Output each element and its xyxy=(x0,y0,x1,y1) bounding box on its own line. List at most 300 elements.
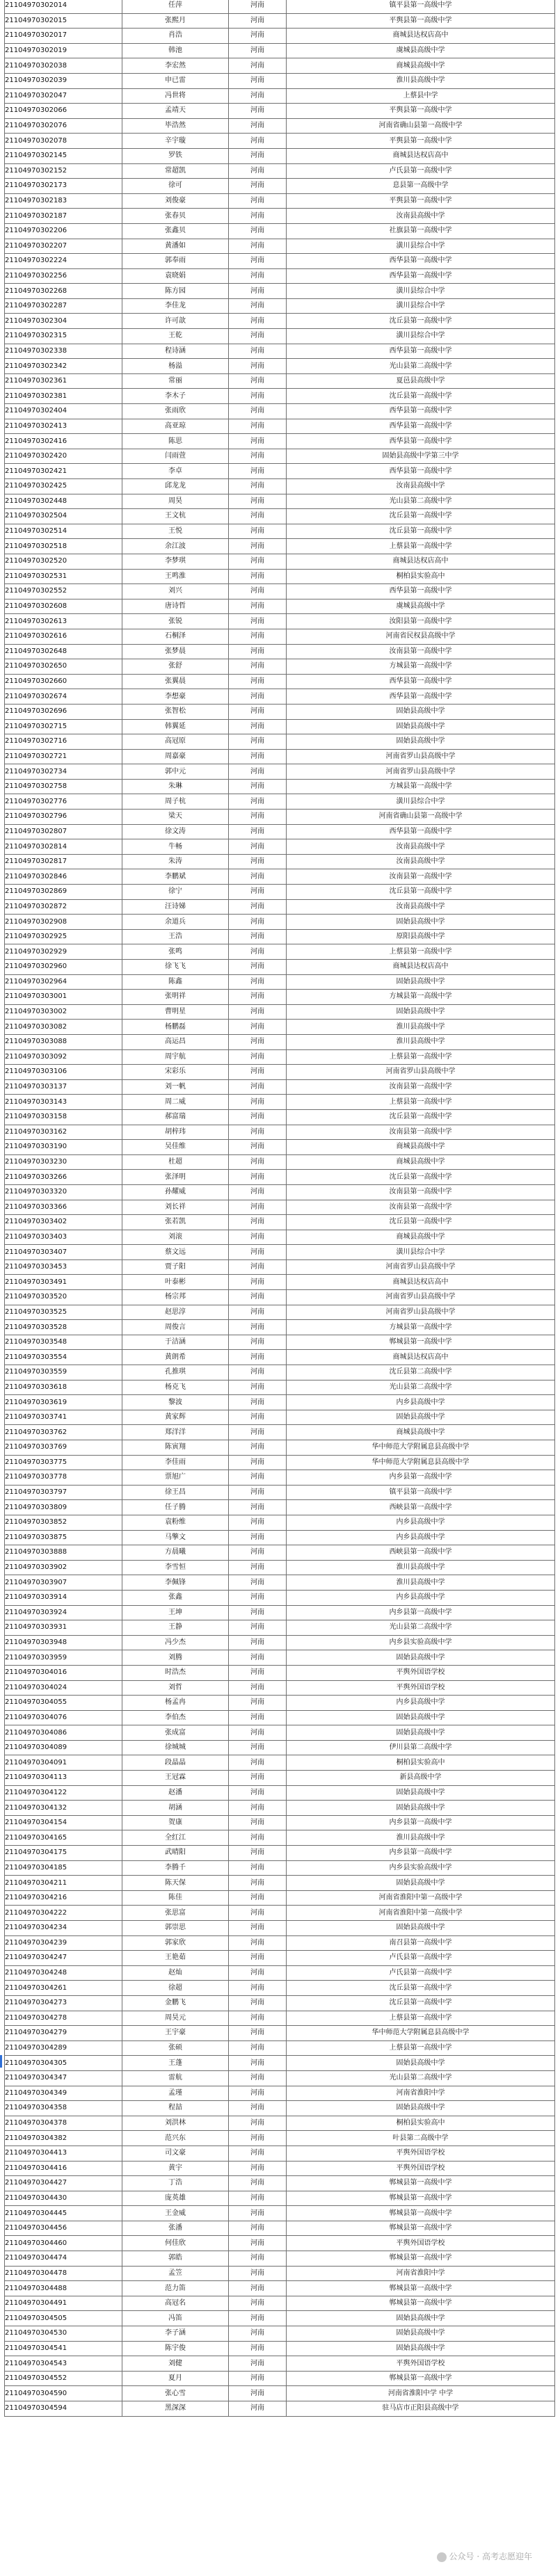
cell-province: 河南 xyxy=(229,1650,287,1666)
cell-province: 河南 xyxy=(229,449,287,464)
cell-school: 内乡县高级中学 xyxy=(287,1530,555,1545)
table-row xyxy=(5,434,555,449)
table-row xyxy=(5,404,555,419)
cell-student-name: 贺康 xyxy=(122,1815,229,1830)
cell-province: 河南 xyxy=(229,1530,287,1545)
cell-student-name: 余道兵 xyxy=(122,915,229,930)
cell-student-name: 方晨曦 xyxy=(122,1545,229,1561)
cell-school: 社旗县第一高级中学 xyxy=(287,223,555,239)
cell-student-name: 曹明星 xyxy=(122,1004,229,1020)
cell-school: 淮川县高级中学 xyxy=(287,1020,555,1035)
cell-student-name: 常丽 xyxy=(122,373,229,389)
cell-exam-id: 21104970302960 xyxy=(5,960,122,975)
cell-school: 平舆外国语学校 xyxy=(287,1680,555,1696)
cell-exam-id: 21104970302807 xyxy=(5,824,122,839)
cell-exam-id: 21104970304347 xyxy=(5,2070,122,2086)
cell-student-name: 王浩 xyxy=(122,929,229,944)
cell-student-name: 周昊 xyxy=(122,494,229,509)
cell-school: 叶县第二高级中学 xyxy=(287,2131,555,2146)
cell-student-name: 张梦晨 xyxy=(122,644,229,659)
cell-school: 郸城县第一高级中学 xyxy=(287,2371,555,2386)
table-row xyxy=(5,960,555,975)
table-row xyxy=(5,1771,555,1786)
cell-school: 西华县第一高级中学 xyxy=(287,464,555,479)
cell-province: 河南 xyxy=(229,1079,287,1095)
cell-student-name: 贾子阳 xyxy=(122,1259,229,1275)
table-row xyxy=(5,2116,555,2131)
cell-province: 河南 xyxy=(229,254,287,269)
table-row xyxy=(5,2281,555,2296)
table-row xyxy=(5,1590,555,1605)
cell-student-name: 毕浩然 xyxy=(122,118,229,134)
cell-exam-id: 21104970304456 xyxy=(5,2221,122,2236)
cell-student-name: 张若凯 xyxy=(122,1215,229,1230)
table-row xyxy=(5,1921,555,1936)
table-row xyxy=(5,1620,555,1636)
cell-school: 淮川县高级中学 xyxy=(287,1560,555,1575)
cell-student-name: 叶泰彬 xyxy=(122,1275,229,1290)
cell-school: 河南省确山县第一高级中学 xyxy=(287,118,555,134)
cell-province: 河南 xyxy=(229,1890,287,1906)
cell-exam-id: 21104970304016 xyxy=(5,1665,122,1680)
cell-province: 河南 xyxy=(229,239,287,254)
cell-student-name: 任子腾 xyxy=(122,1500,229,1515)
table-row xyxy=(5,915,555,930)
table-row xyxy=(5,1755,555,1771)
cell-student-name: 冯世将 xyxy=(122,88,229,104)
cell-student-name: 陈佳 xyxy=(122,1890,229,1906)
cell-school: 华中师范大学附属息县高级中学 xyxy=(287,2026,555,2041)
cell-school: 汝阳县第一高级中学 xyxy=(287,614,555,629)
cell-province: 河南 xyxy=(229,734,287,750)
table-row xyxy=(5,1049,555,1065)
cell-school: 淮川县高级中学 xyxy=(287,1830,555,1846)
cell-province: 河南 xyxy=(229,1170,287,1185)
cell-student-name: 邱龙龙 xyxy=(122,479,229,494)
cell-exam-id: 21104970304491 xyxy=(5,2296,122,2311)
cell-student-name: 黎波 xyxy=(122,1395,229,1410)
cell-student-name: 蔡文远 xyxy=(122,1245,229,1260)
cell-school: 光山县第二高级中学 xyxy=(287,2070,555,2086)
cell-school: 沈丘县第二高级中学 xyxy=(287,1365,555,1380)
cell-student-name: 程诗涵 xyxy=(122,344,229,359)
cell-exam-id: 21104970302381 xyxy=(5,389,122,404)
cell-exam-id: 21104970304427 xyxy=(5,2176,122,2191)
cell-school: 郸城县第一高级中学 xyxy=(287,2176,555,2191)
cell-school: 沈丘县第一高级中学 xyxy=(287,885,555,900)
cell-province: 河南 xyxy=(229,824,287,839)
cell-province: 河南 xyxy=(229,1801,287,1816)
cell-student-name: 刘健 xyxy=(122,2356,229,2372)
cell-province: 河南 xyxy=(229,704,287,719)
table-row xyxy=(5,824,555,839)
cell-exam-id: 21104970304413 xyxy=(5,2146,122,2161)
cell-student-name: 王金威 xyxy=(122,2206,229,2221)
cell-province: 河南 xyxy=(229,810,287,825)
cell-school: 西华县第一高级中学 xyxy=(287,689,555,705)
cell-student-name: 陈思 xyxy=(122,434,229,449)
cell-exam-id: 21104970302734 xyxy=(5,764,122,780)
cell-school: 固始县高级中学 xyxy=(287,704,555,719)
table-row xyxy=(5,569,555,584)
cell-student-name: 刘长祥 xyxy=(122,1200,229,1215)
cell-province: 河南 xyxy=(229,1906,287,1921)
cell-school: 西华县第一高级中学 xyxy=(287,584,555,599)
table-row xyxy=(5,1154,555,1170)
table-row xyxy=(5,1034,555,1049)
cell-exam-id: 21104970303888 xyxy=(5,1545,122,1561)
cell-school: 平舆县第一高级中学 xyxy=(287,193,555,209)
cell-exam-id: 21104970302183 xyxy=(5,193,122,209)
cell-student-name: 胡涵 xyxy=(122,1801,229,1816)
cell-student-name: 梁天 xyxy=(122,810,229,825)
cell-exam-id: 21104970303491 xyxy=(5,1275,122,1290)
cell-exam-id: 21104970303407 xyxy=(5,1245,122,1260)
cell-exam-id: 21104970304382 xyxy=(5,2131,122,2146)
cell-province: 河南 xyxy=(229,179,287,194)
cell-exam-id: 21104970304239 xyxy=(5,1935,122,1951)
cell-student-name: 赵灿 xyxy=(122,1965,229,1981)
cell-school: 光山县第二高级中学 xyxy=(287,359,555,374)
cell-student-name: 徐王昌 xyxy=(122,1485,229,1500)
cell-school: 上蔡县第一高级中学 xyxy=(287,2040,555,2056)
cell-province: 河南 xyxy=(229,2206,287,2221)
cell-exam-id: 21104970303924 xyxy=(5,1605,122,1620)
cell-student-name: 刘洪林 xyxy=(122,2116,229,2131)
cell-school: 潢川县综合中学 xyxy=(287,329,555,344)
cell-school: 西峡县第一高级中学 xyxy=(287,1545,555,1561)
cell-school: 河南省罗山县高级中学 xyxy=(287,1259,555,1275)
cell-school: 西华县第一高级中学 xyxy=(287,674,555,689)
cell-exam-id: 21104970304445 xyxy=(5,2206,122,2221)
cell-student-name: 张鸣 xyxy=(122,944,229,960)
table-row xyxy=(5,118,555,134)
cell-school: 商城县高级中学 xyxy=(287,1140,555,1155)
cell-exam-id: 21104970303088 xyxy=(5,1034,122,1049)
cell-province: 河南 xyxy=(229,344,287,359)
cell-province: 河南 xyxy=(229,1545,287,1561)
cell-exam-id: 21104970304113 xyxy=(5,1771,122,1786)
cell-province: 河南 xyxy=(229,1876,287,1891)
cell-exam-id: 21104970302660 xyxy=(5,674,122,689)
cell-school: 沈丘县第一高级中学 xyxy=(287,1170,555,1185)
table-row xyxy=(5,644,555,659)
cell-school: 固始县高级中学 xyxy=(287,1004,555,1020)
cell-school: 固始县高级中学 xyxy=(287,1876,555,1891)
cell-school: 内乡县第一高级中学 xyxy=(287,1846,555,1861)
cell-province: 河南 xyxy=(229,554,287,569)
cell-student-name: 段晶晶 xyxy=(122,1755,229,1771)
cell-exam-id: 21104970302224 xyxy=(5,254,122,269)
cell-student-name: 李佳雨 xyxy=(122,1455,229,1470)
cell-province: 河南 xyxy=(229,464,287,479)
cell-province: 河南 xyxy=(229,1965,287,1981)
cell-province: 河南 xyxy=(229,974,287,990)
table-row xyxy=(5,464,555,479)
cell-school: 卢氏县第一高级中学 xyxy=(287,1951,555,1966)
cell-student-name: 黄朗希 xyxy=(122,1350,229,1365)
cell-province: 河南 xyxy=(229,1935,287,1951)
cell-school: 淮川县高级中学 xyxy=(287,1575,555,1591)
cell-student-name: 任萍 xyxy=(122,0,229,13)
cell-school: 商城县达权店高中 xyxy=(287,960,555,975)
table-row xyxy=(5,584,555,599)
cell-province: 河南 xyxy=(229,2101,287,2116)
table-row xyxy=(5,2371,555,2386)
cell-school: 汝南县高级中学 xyxy=(287,899,555,915)
table-row xyxy=(5,2131,555,2146)
cell-province: 河南 xyxy=(229,1184,287,1200)
cell-student-name: 朱涛 xyxy=(122,854,229,869)
cell-school: 河南省淮阳中学 xyxy=(287,2266,555,2281)
cell-school: 西华县第一高级中学 xyxy=(287,419,555,434)
cell-exam-id: 21104970303002 xyxy=(5,1004,122,1020)
cell-province: 河南 xyxy=(229,209,287,224)
cell-province: 河南 xyxy=(229,1095,287,1110)
table-row xyxy=(5,1890,555,1906)
cell-exam-id: 21104970302416 xyxy=(5,434,122,449)
cell-school: 内乡县高级中学 xyxy=(287,1515,555,1530)
table-row xyxy=(5,148,555,163)
table-row xyxy=(5,163,555,179)
cell-student-name: 张翼晨 xyxy=(122,674,229,689)
cell-student-name: 辛宇璇 xyxy=(122,134,229,149)
cell-school: 平舆外国语学校 xyxy=(287,2146,555,2161)
table-row xyxy=(5,268,555,284)
cell-exam-id: 21104970304055 xyxy=(5,1696,122,1711)
cell-exam-id: 21104970302531 xyxy=(5,569,122,584)
cell-school: 固始县高级中学 xyxy=(287,1710,555,1725)
cell-student-name: 徐超 xyxy=(122,1981,229,1996)
cell-school: 河南省淮阳中学 xyxy=(287,2086,555,2101)
table-row xyxy=(5,2266,555,2281)
cell-province: 河南 xyxy=(229,2161,287,2176)
cell-exam-id: 21104970302696 xyxy=(5,704,122,719)
cell-exam-id: 21104970302014 xyxy=(5,0,122,13)
cell-exam-id: 21104970304248 xyxy=(5,1965,122,1981)
cell-province: 河南 xyxy=(229,885,287,900)
cell-province: 河南 xyxy=(229,1215,287,1230)
cell-exam-id: 21104970304594 xyxy=(5,2401,122,2417)
cell-school: 镇平县第一高级中学 xyxy=(287,1485,555,1500)
cell-student-name: 刘腾 xyxy=(122,1650,229,1666)
cell-school: 郸城县第一高级中学 xyxy=(287,2281,555,2296)
cell-exam-id: 21104970304416 xyxy=(5,2161,122,2176)
cell-exam-id: 21104970302338 xyxy=(5,344,122,359)
cell-province: 河南 xyxy=(229,509,287,524)
table-row xyxy=(5,2161,555,2176)
cell-province: 河南 xyxy=(229,223,287,239)
cell-exam-id: 21104970302039 xyxy=(5,73,122,88)
cell-student-name: 孟瑾 xyxy=(122,2086,229,2101)
cell-exam-id: 21104970304216 xyxy=(5,1890,122,1906)
cell-student-name: 宋彩乐 xyxy=(122,1065,229,1080)
cell-exam-id: 21104970302908 xyxy=(5,915,122,930)
cell-student-name: 陈方园 xyxy=(122,284,229,299)
cell-province: 河南 xyxy=(229,2251,287,2267)
cell-exam-id: 21104970304541 xyxy=(5,2341,122,2356)
cell-student-name: 于洁涵 xyxy=(122,1335,229,1350)
cell-exam-id: 21104970302716 xyxy=(5,734,122,750)
cell-school: 固始县高级中学 xyxy=(287,2341,555,2356)
cell-province: 河南 xyxy=(229,1771,287,1786)
cell-student-name: 全红江 xyxy=(122,1830,229,1846)
cell-student-name: 郭皓 xyxy=(122,2251,229,2267)
cell-student-name: 肖浩 xyxy=(122,29,229,44)
cell-school: 新县高级中学 xyxy=(287,1771,555,1786)
table-body xyxy=(5,0,555,2416)
table-row xyxy=(5,1560,555,1575)
cell-province: 河南 xyxy=(229,404,287,419)
cell-school: 汝南县高级中学 xyxy=(287,839,555,855)
cell-exam-id: 21104970302066 xyxy=(5,104,122,119)
cell-school: 内乡县第一高级中学 xyxy=(287,1470,555,1486)
cell-student-name: 张舒 xyxy=(122,659,229,675)
cell-exam-id: 21104970302776 xyxy=(5,794,122,810)
cell-student-name: 刘哲 xyxy=(122,1680,229,1696)
cell-exam-id: 21104970302315 xyxy=(5,329,122,344)
cell-school: 郸城县第一高级中学 xyxy=(287,2206,555,2221)
cell-student-name: 李梦琪 xyxy=(122,554,229,569)
cell-exam-id: 21104970302872 xyxy=(5,899,122,915)
cell-school: 汝南县高级中学 xyxy=(287,479,555,494)
cell-exam-id: 21104970304279 xyxy=(5,2026,122,2041)
table-row xyxy=(5,13,555,29)
table-row xyxy=(5,944,555,960)
cell-province: 河南 xyxy=(229,869,287,885)
cell-school: 平舆外国语学校 xyxy=(287,1665,555,1680)
cell-student-name: 王艳茹 xyxy=(122,1951,229,1966)
cell-exam-id: 21104970302038 xyxy=(5,58,122,74)
cell-province: 河南 xyxy=(229,1605,287,1620)
table-row xyxy=(5,2221,555,2236)
table-row xyxy=(5,869,555,885)
cell-province: 河南 xyxy=(229,268,287,284)
cell-province: 河南 xyxy=(229,749,287,764)
cell-school: 固始县高级中学 xyxy=(287,2101,555,2116)
cell-exam-id: 21104970304024 xyxy=(5,1680,122,1696)
cell-school: 商城县高级中学 xyxy=(287,1230,555,1245)
cell-exam-id: 21104970302929 xyxy=(5,944,122,960)
cell-school: 汝南县高级中学 xyxy=(287,209,555,224)
cell-province: 河南 xyxy=(229,944,287,960)
cell-student-name: 高运昌 xyxy=(122,1034,229,1049)
cell-student-name: 孟靖天 xyxy=(122,104,229,119)
cell-school: 华中师范大学附属息县高级中学 xyxy=(287,1455,555,1470)
cell-student-name: 程喆 xyxy=(122,2101,229,2116)
cell-school: 潢川县综合中学 xyxy=(287,239,555,254)
cell-school: 内乡县高级中学 xyxy=(287,1696,555,1711)
cell-student-name: 冯少杰 xyxy=(122,1635,229,1650)
table-row xyxy=(5,1290,555,1305)
cell-school: 商城县达权店高中 xyxy=(287,1350,555,1365)
table-row xyxy=(5,764,555,780)
cell-student-name: 郭奉雨 xyxy=(122,254,229,269)
cell-student-name: 张鑫贝 xyxy=(122,223,229,239)
cell-school: 上蔡县第一高级中学 xyxy=(287,539,555,554)
cell-school: 沈丘县第一高级中学 xyxy=(287,314,555,329)
table-row xyxy=(5,58,555,74)
cell-student-name: 司文豪 xyxy=(122,2146,229,2161)
cell-province: 河南 xyxy=(229,1815,287,1830)
cell-school: 郸城县第一高级中学 xyxy=(287,2296,555,2311)
cell-student-name: 王静 xyxy=(122,1620,229,1636)
table-row xyxy=(5,2326,555,2342)
cell-exam-id: 21104970302514 xyxy=(5,524,122,539)
cell-student-name: 郭中元 xyxy=(122,764,229,780)
cell-province: 河南 xyxy=(229,1620,287,1636)
table-row xyxy=(5,990,555,1005)
cell-province: 河南 xyxy=(229,1320,287,1335)
cell-school: 光山县第二高级中学 xyxy=(287,1620,555,1636)
cell-exam-id: 21104970304211 xyxy=(5,1876,122,1891)
cell-province: 河南 xyxy=(229,314,287,329)
table-row xyxy=(5,2311,555,2326)
cell-exam-id: 21104970302207 xyxy=(5,239,122,254)
cell-school: 西华县第一高级中学 xyxy=(287,434,555,449)
cell-exam-id: 21104970303809 xyxy=(5,1500,122,1515)
cell-province: 河南 xyxy=(229,1305,287,1320)
cell-student-name: 周子杭 xyxy=(122,794,229,810)
cell-exam-id: 21104970303403 xyxy=(5,1230,122,1245)
cell-student-name: 张潘 xyxy=(122,2221,229,2236)
cell-province: 河南 xyxy=(229,1560,287,1575)
table-row xyxy=(5,524,555,539)
cell-exam-id: 21104970302047 xyxy=(5,88,122,104)
cell-exam-id: 21104970302925 xyxy=(5,929,122,944)
cell-province: 河南 xyxy=(229,1034,287,1049)
table-row xyxy=(5,1906,555,1921)
cell-student-name: 王宇豪 xyxy=(122,2026,229,2041)
cell-student-name: 赵思淳 xyxy=(122,1305,229,1320)
cell-province: 河南 xyxy=(229,584,287,599)
cell-student-name: 徐飞飞 xyxy=(122,960,229,975)
cell-exam-id: 21104970302017 xyxy=(5,29,122,44)
cell-school: 伊川县第二高级中学 xyxy=(287,1740,555,1755)
cell-student-name: 袁晓娟 xyxy=(122,268,229,284)
cell-school: 平舆外国语学校 xyxy=(287,2161,555,2176)
cell-school: 商城县高级中学 xyxy=(287,58,555,74)
cell-province: 河南 xyxy=(229,1590,287,1605)
table-row xyxy=(5,734,555,750)
cell-exam-id: 21104970304430 xyxy=(5,2191,122,2206)
table-row xyxy=(5,2026,555,2041)
cell-student-name: 时浩杰 xyxy=(122,1665,229,1680)
table-row xyxy=(5,629,555,644)
cell-student-name: 常超凯 xyxy=(122,163,229,179)
table-row xyxy=(5,1530,555,1545)
cell-exam-id: 21104970302616 xyxy=(5,629,122,644)
cell-exam-id: 21104970303402 xyxy=(5,1215,122,1230)
cell-exam-id: 21104970303762 xyxy=(5,1425,122,1440)
cell-school: 南召县第一高级中学 xyxy=(287,1935,555,1951)
cell-school: 沈丘县第一高级中学 xyxy=(287,509,555,524)
cell-student-name: 张熙月 xyxy=(122,13,229,29)
cell-school: 河南省罗山县高级中学 xyxy=(287,1290,555,1305)
cell-province: 河南 xyxy=(229,1846,287,1861)
cell-school: 河南省罗山县高级中学 xyxy=(287,749,555,764)
cell-school: 河南省罗山县高级中学 xyxy=(287,764,555,780)
cell-province: 河南 xyxy=(229,1455,287,1470)
cell-student-name: 王乾 xyxy=(122,329,229,344)
cell-exam-id: 21104970302715 xyxy=(5,719,122,734)
cell-province: 河南 xyxy=(229,1515,287,1530)
table-row xyxy=(5,179,555,194)
cell-province: 河南 xyxy=(229,569,287,584)
cell-exam-id: 21104970303554 xyxy=(5,1350,122,1365)
cell-school: 潢川县综合中学 xyxy=(287,284,555,299)
cell-student-name: 陈宇俊 xyxy=(122,2341,229,2356)
